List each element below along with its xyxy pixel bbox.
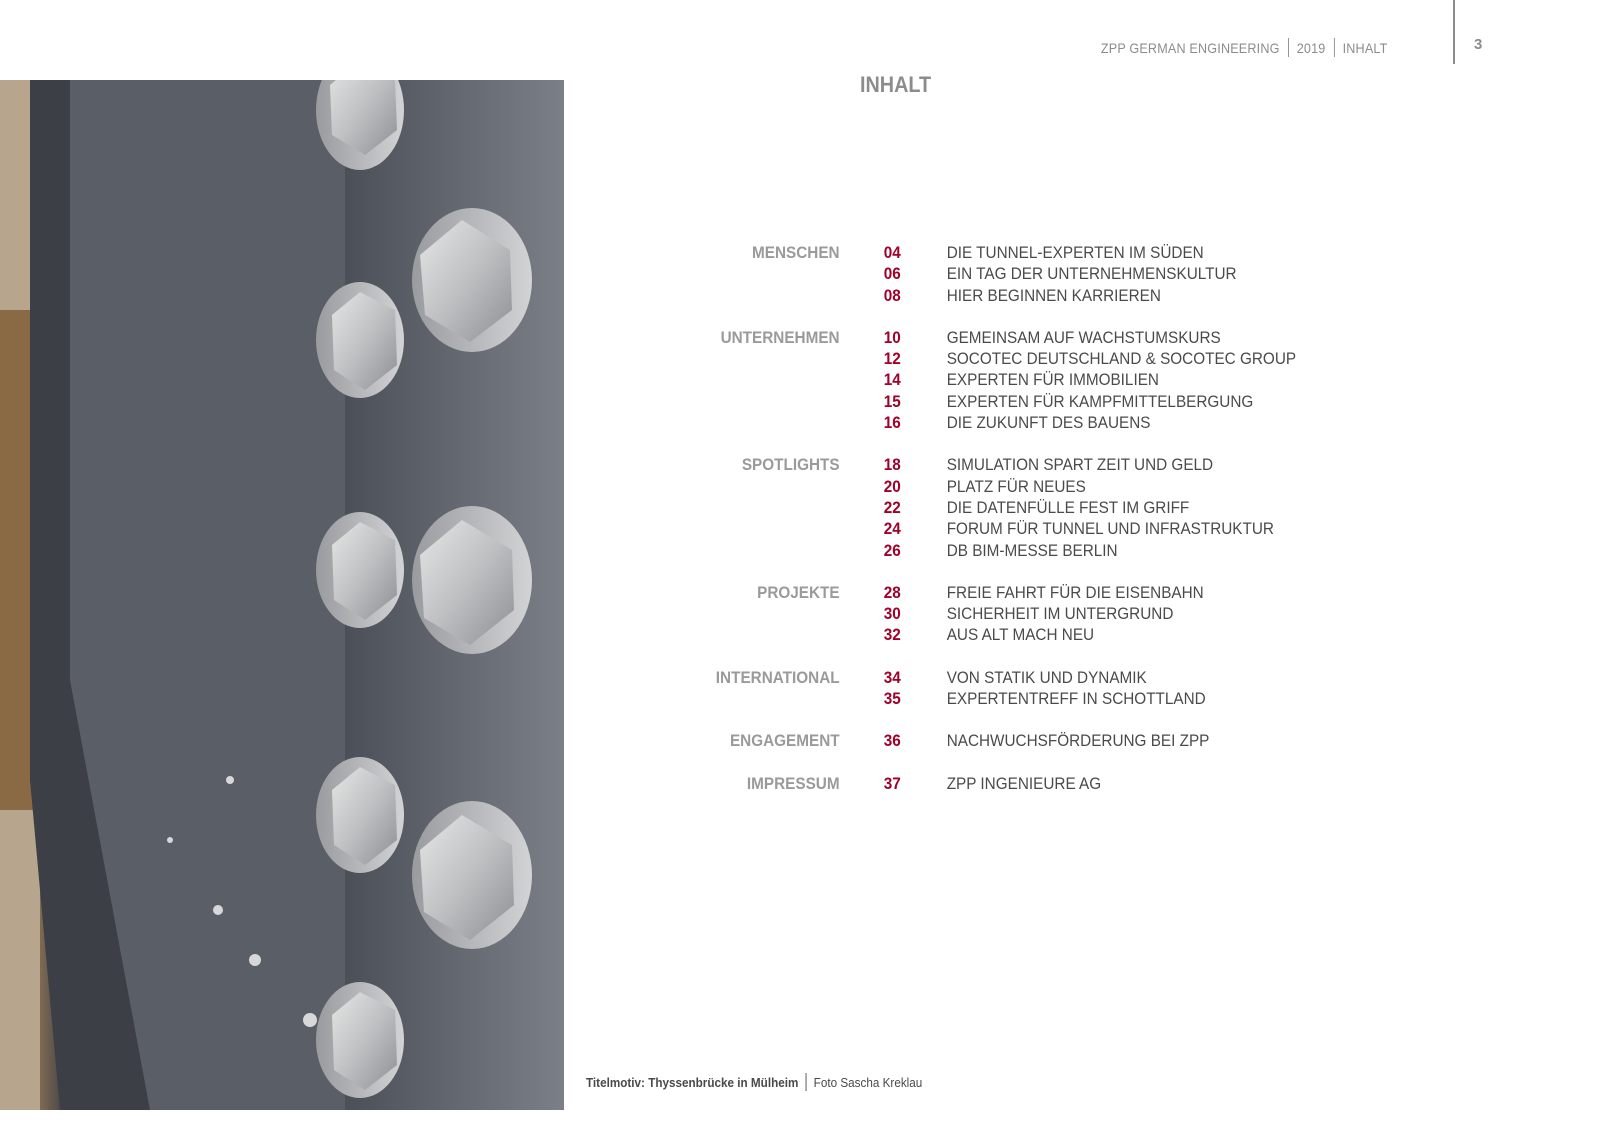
toc-page-number: 30 xyxy=(883,604,901,624)
toc-entry[interactable] xyxy=(884,476,1274,497)
toc-page-number: 22 xyxy=(883,497,901,517)
toc-entries xyxy=(884,582,1204,646)
caption-divider xyxy=(806,1073,807,1091)
toc-entry-title: DIE TUNNEL-EXPERTEN IM SÜDEN xyxy=(946,243,1204,262)
toc-entry-title: VON STATIK UND DYNAMIK xyxy=(946,667,1147,687)
toc-section xyxy=(620,730,1304,751)
toc-entry-title: EIN TAG DER UNTERNEHMENSKULTUR xyxy=(946,264,1237,284)
toc-entry-title: NACHWUCHSFÖRDERUNG BEI ZPP xyxy=(946,731,1210,751)
page-title: INHALT xyxy=(860,72,932,97)
toc-entry[interactable] xyxy=(884,730,1210,751)
toc-page-number: 34 xyxy=(883,667,901,687)
toc-entry-title: SIMULATION SPART ZEIT UND GELD xyxy=(946,455,1214,475)
header-brand: ZPP GERMAN ENGINEERING xyxy=(1101,39,1281,56)
toc-entries xyxy=(884,730,1210,751)
toc-entry[interactable] xyxy=(884,369,1296,390)
header-divider xyxy=(1334,38,1335,57)
toc-section-label: SPOTLIGHTS xyxy=(741,455,840,475)
toc-entry[interactable] xyxy=(884,582,1204,603)
toc-entry-title: FREIE FAHRT FÜR DIE EISENBAHN xyxy=(946,582,1204,602)
toc-section xyxy=(620,327,1304,433)
toc-entry-title: HIER BEGINNEN KARRIEREN xyxy=(946,285,1161,305)
header-section: INHALT xyxy=(1343,39,1388,56)
running-header xyxy=(1101,38,1388,57)
toc-section-label: PROJEKTE xyxy=(757,582,840,602)
toc-entry[interactable] xyxy=(884,540,1274,561)
caption-motif: Titelmotiv: Thyssenbrücke in Mülheim xyxy=(586,1074,799,1090)
toc-page-number: 08 xyxy=(883,285,901,305)
toc-page-number: 35 xyxy=(883,689,901,709)
toc-section-label: IMPRESSUM xyxy=(746,773,840,793)
header-divider xyxy=(1288,38,1289,57)
toc-page-number: 15 xyxy=(883,391,901,411)
toc-entries xyxy=(884,327,1296,433)
toc-section xyxy=(620,242,1304,306)
toc-page-number: 36 xyxy=(883,731,901,751)
toc-entry-title: EXPERTEN FÜR IMMOBILIEN xyxy=(946,370,1159,390)
toc-entry[interactable] xyxy=(884,327,1296,348)
toc-entry[interactable] xyxy=(884,391,1296,412)
toc-page-number: 12 xyxy=(883,349,901,369)
header-vertical-rule xyxy=(1453,0,1455,64)
toc-entry-title: SICHERHEIT IM UNTERGRUND xyxy=(946,604,1174,624)
toc-page-number: 06 xyxy=(883,264,901,284)
toc-entry[interactable] xyxy=(884,688,1206,709)
toc-entry[interactable] xyxy=(884,242,1237,263)
table-of-contents xyxy=(620,242,1304,815)
toc-entry-title: EXPERTENTREFF IN SCHOTTLAND xyxy=(946,689,1206,709)
toc-entry[interactable] xyxy=(884,624,1204,645)
toc-entries xyxy=(884,242,1237,306)
toc-entry[interactable] xyxy=(884,412,1296,433)
toc-entries xyxy=(884,454,1274,560)
toc-entry[interactable] xyxy=(884,454,1274,475)
toc-entry-title: EXPERTEN FÜR KAMPFMITTELBERGUNG xyxy=(946,391,1254,411)
toc-page-number: 26 xyxy=(883,540,901,560)
toc-section-label: MENSCHEN xyxy=(752,243,840,262)
toc-entry-title: AUS ALT MACH NEU xyxy=(946,625,1095,645)
toc-page-number: 37 xyxy=(883,773,901,793)
toc-entry[interactable] xyxy=(884,773,1101,794)
toc-page-number: 16 xyxy=(883,413,901,433)
toc-entries xyxy=(884,667,1206,710)
cover-photo-bridge-bolts xyxy=(0,80,564,1110)
toc-section xyxy=(620,582,1304,646)
caption-credit: Foto Sascha Kreklau xyxy=(813,1074,923,1090)
toc-entry[interactable] xyxy=(884,497,1274,518)
toc-entry-title: GEMEINSAM AUF WACHSTUMSKURS xyxy=(946,327,1221,347)
toc-section-label: INTERNATIONAL xyxy=(715,667,840,687)
toc-entry[interactable] xyxy=(884,263,1237,284)
toc-entry-title: DB BIM-MESSE BERLIN xyxy=(946,540,1118,560)
toc-entries xyxy=(884,773,1101,794)
toc-entry[interactable] xyxy=(884,603,1204,624)
toc-page-number: 32 xyxy=(883,625,901,645)
toc-page-number: 24 xyxy=(883,519,901,539)
toc-section-label: UNTERNEHMEN xyxy=(720,327,840,347)
toc-entry-title: FORUM FÜR TUNNEL UND INFRASTRUKTUR xyxy=(946,519,1274,539)
toc-section-label: ENGAGEMENT xyxy=(729,731,840,751)
toc-entry[interactable] xyxy=(884,348,1296,369)
toc-section xyxy=(620,773,1304,794)
toc-entry-title: DIE DATENFÜLLE FEST IM GRIFF xyxy=(946,497,1190,517)
toc-entry[interactable] xyxy=(884,518,1274,539)
toc-entry-title: SOCOTEC DEUTSCHLAND & SOCOTEC GROUP xyxy=(946,349,1297,369)
toc-entry[interactable] xyxy=(884,667,1206,688)
page-number: 3 xyxy=(1474,36,1483,53)
toc-page-number: 18 xyxy=(883,455,901,475)
toc-section xyxy=(620,667,1304,710)
toc-entry-title: DIE ZUKUNFT DES BAUENS xyxy=(946,413,1151,433)
toc-page-number: 28 xyxy=(883,582,901,602)
toc-entry-title: PLATZ FÜR NEUES xyxy=(946,476,1086,496)
toc-page-number: 04 xyxy=(883,243,901,262)
toc-entry[interactable] xyxy=(884,285,1237,306)
toc-section xyxy=(620,454,1304,560)
toc-page-number: 14 xyxy=(883,370,901,390)
toc-page-number: 10 xyxy=(883,327,901,347)
photo-caption xyxy=(586,1073,922,1091)
toc-entry-title: ZPP INGENIEURE AG xyxy=(946,773,1102,793)
toc-page-number: 20 xyxy=(883,476,901,496)
header-year: 2019 xyxy=(1297,39,1326,56)
